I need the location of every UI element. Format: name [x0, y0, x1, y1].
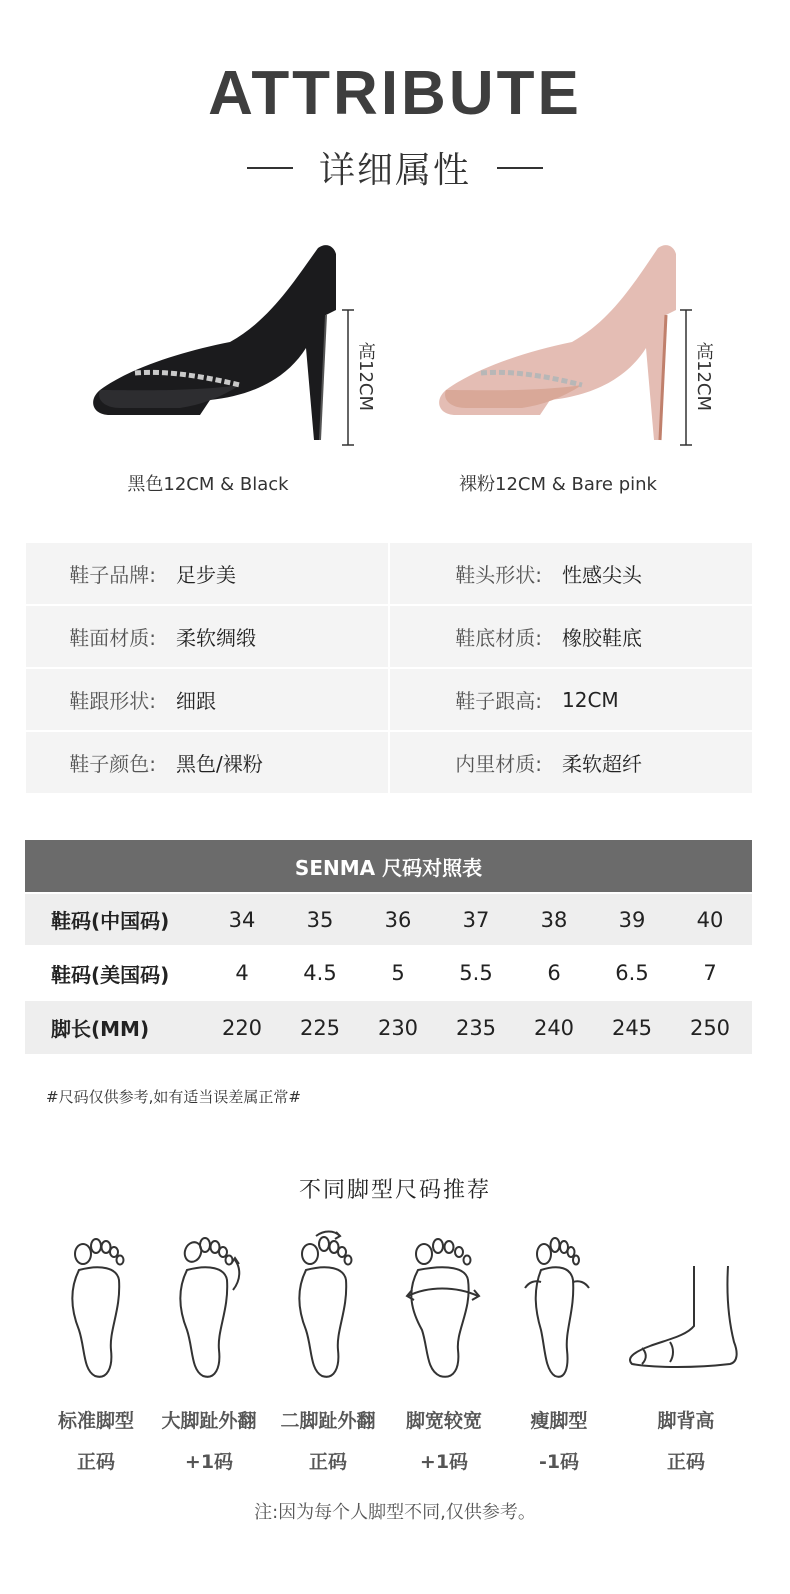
subtitle-row — [0, 142, 790, 193]
height-label-black: 高12CM — [355, 342, 376, 412]
attribute-cell — [390, 732, 752, 793]
size-row-us — [25, 947, 752, 999]
size-cell: 4 — [235, 961, 249, 985]
thin-foot-icon — [519, 1230, 599, 1380]
size-cell: 4.5 — [303, 961, 337, 985]
attribute-label: 鞋跟形状: — [69, 689, 156, 713]
wide-foot-icon — [404, 1230, 484, 1380]
foot-type-recommendation: +1码 — [184, 1451, 234, 1473]
foot-item-high-instep — [626, 1230, 746, 1474]
attribute-cell — [390, 669, 752, 730]
size-cell: 235 — [455, 1015, 497, 1040]
foot-type-name: 瘦脚型 — [530, 1410, 588, 1432]
foot-item-wide — [384, 1230, 504, 1474]
attribute-row — [26, 606, 752, 667]
foot-type-name: 脚背高 — [657, 1410, 715, 1432]
attribute-value: 黑色/裸粉 — [176, 752, 263, 776]
size-cell: 6.5 — [615, 961, 649, 985]
foot-type-recommendation: 正码 — [308, 1451, 347, 1473]
product-image-black — [90, 240, 380, 464]
attribute-value: 柔软超纤 — [562, 752, 642, 776]
attribute-value: 细跟 — [176, 689, 216, 713]
attribute-label: 鞋子品牌: — [69, 563, 156, 587]
foot-type-name: 脚宽较宽 — [405, 1410, 482, 1432]
foot-type-recommendation: 正码 — [666, 1451, 705, 1473]
foot-type-recommendation: 正码 — [76, 1451, 115, 1473]
attribute-label: 鞋面材质: — [69, 626, 156, 650]
size-cell: 35 — [306, 907, 334, 932]
attribute-row — [26, 669, 752, 730]
size-cell: 6 — [547, 961, 561, 985]
size-row-label: 鞋码(美国码) — [51, 962, 170, 987]
attribute-cell — [26, 606, 388, 667]
high-instep-foot-icon — [626, 1230, 746, 1380]
size-cell: 40 — [696, 907, 724, 932]
foot-section-title: 不同脚型尺码推荐 — [298, 1178, 491, 1203]
bottom-note: 注:因为每个人脚型不同,仅供参考。 — [254, 1502, 536, 1523]
foot-type-name: 标准脚型 — [57, 1410, 134, 1432]
standard-foot-icon — [61, 1230, 131, 1380]
height-label-pink: 高12CM — [693, 342, 714, 412]
attribute-row — [26, 732, 752, 793]
size-cell: 34 — [228, 907, 256, 932]
foot-item-standard — [36, 1230, 156, 1474]
attribute-value: 12CM — [562, 687, 619, 712]
size-cell: 5.5 — [459, 961, 493, 985]
attribute-cell — [390, 606, 752, 667]
size-cell: 36 — [384, 907, 412, 932]
bunion-foot-icon — [169, 1230, 249, 1380]
attribute-value: 柔软绸缎 — [176, 626, 256, 650]
foot-type-name: 二脚趾外翻 — [280, 1410, 376, 1432]
attribute-label: 内里材质: — [455, 752, 542, 776]
size-cell: 240 — [533, 1015, 575, 1040]
size-row-length — [25, 1001, 752, 1054]
size-cell: 39 — [618, 907, 646, 932]
foot-type-recommendation: +1码 — [419, 1451, 469, 1473]
page-title: ATTRIBUTE — [208, 59, 582, 128]
size-row-cn — [25, 894, 752, 945]
black-shoe-icon — [93, 245, 336, 440]
attribute-value: 性感尖头 — [562, 563, 642, 587]
subtitle-dash-left — [247, 167, 293, 169]
attribute-label: 鞋头形状: — [455, 563, 542, 587]
size-cell: 38 — [540, 907, 568, 932]
foot-item-second-toe — [268, 1230, 388, 1474]
foot-item-thin — [499, 1230, 619, 1474]
foot-type-name: 大脚趾外翻 — [161, 1410, 257, 1432]
size-row-label: 脚长(MM) — [51, 1017, 150, 1041]
attribute-label: 鞋底材质: — [455, 626, 542, 650]
attribute-cell — [26, 543, 388, 604]
size-cell: 220 — [221, 1015, 263, 1040]
size-note: #尺码仅供参考,如有适当误差属正常# — [46, 1088, 301, 1106]
attribute-table — [26, 543, 752, 795]
pink-shoe-icon — [439, 245, 676, 440]
foot-item-bunion — [149, 1230, 269, 1474]
attribute-value: 橡胶鞋底 — [562, 626, 642, 650]
size-cell: 225 — [299, 1015, 341, 1040]
size-cell: 5 — [391, 961, 405, 985]
attribute-label: 鞋子颜色: — [69, 752, 156, 776]
attribute-cell — [26, 669, 388, 730]
size-cell: 230 — [377, 1015, 419, 1040]
page-subtitle: 详细属性 — [318, 150, 471, 191]
subtitle-dash-right — [497, 167, 543, 169]
product-image-pink — [436, 240, 726, 464]
attribute-cell — [390, 543, 752, 604]
second-toe-foot-icon — [288, 1230, 368, 1380]
size-cell: 7 — [703, 961, 717, 985]
foot-type-recommendation: -1码 — [538, 1451, 580, 1473]
size-cell: 37 — [462, 907, 490, 932]
attribute-row — [26, 543, 752, 604]
product-caption-pink: 裸粉12CM & Bare pink — [459, 474, 657, 495]
attribute-label: 鞋子跟高: — [455, 689, 542, 713]
attribute-value: 足步美 — [176, 563, 236, 587]
size-row-label: 鞋码(中国码) — [51, 909, 170, 933]
size-cell: 245 — [611, 1015, 653, 1040]
product-caption-black: 黑色12CM & Black — [127, 474, 289, 495]
attribute-cell — [26, 732, 388, 793]
size-chart-title: SENMA 尺码对照表 — [25, 840, 752, 892]
size-cell: 250 — [689, 1015, 731, 1040]
